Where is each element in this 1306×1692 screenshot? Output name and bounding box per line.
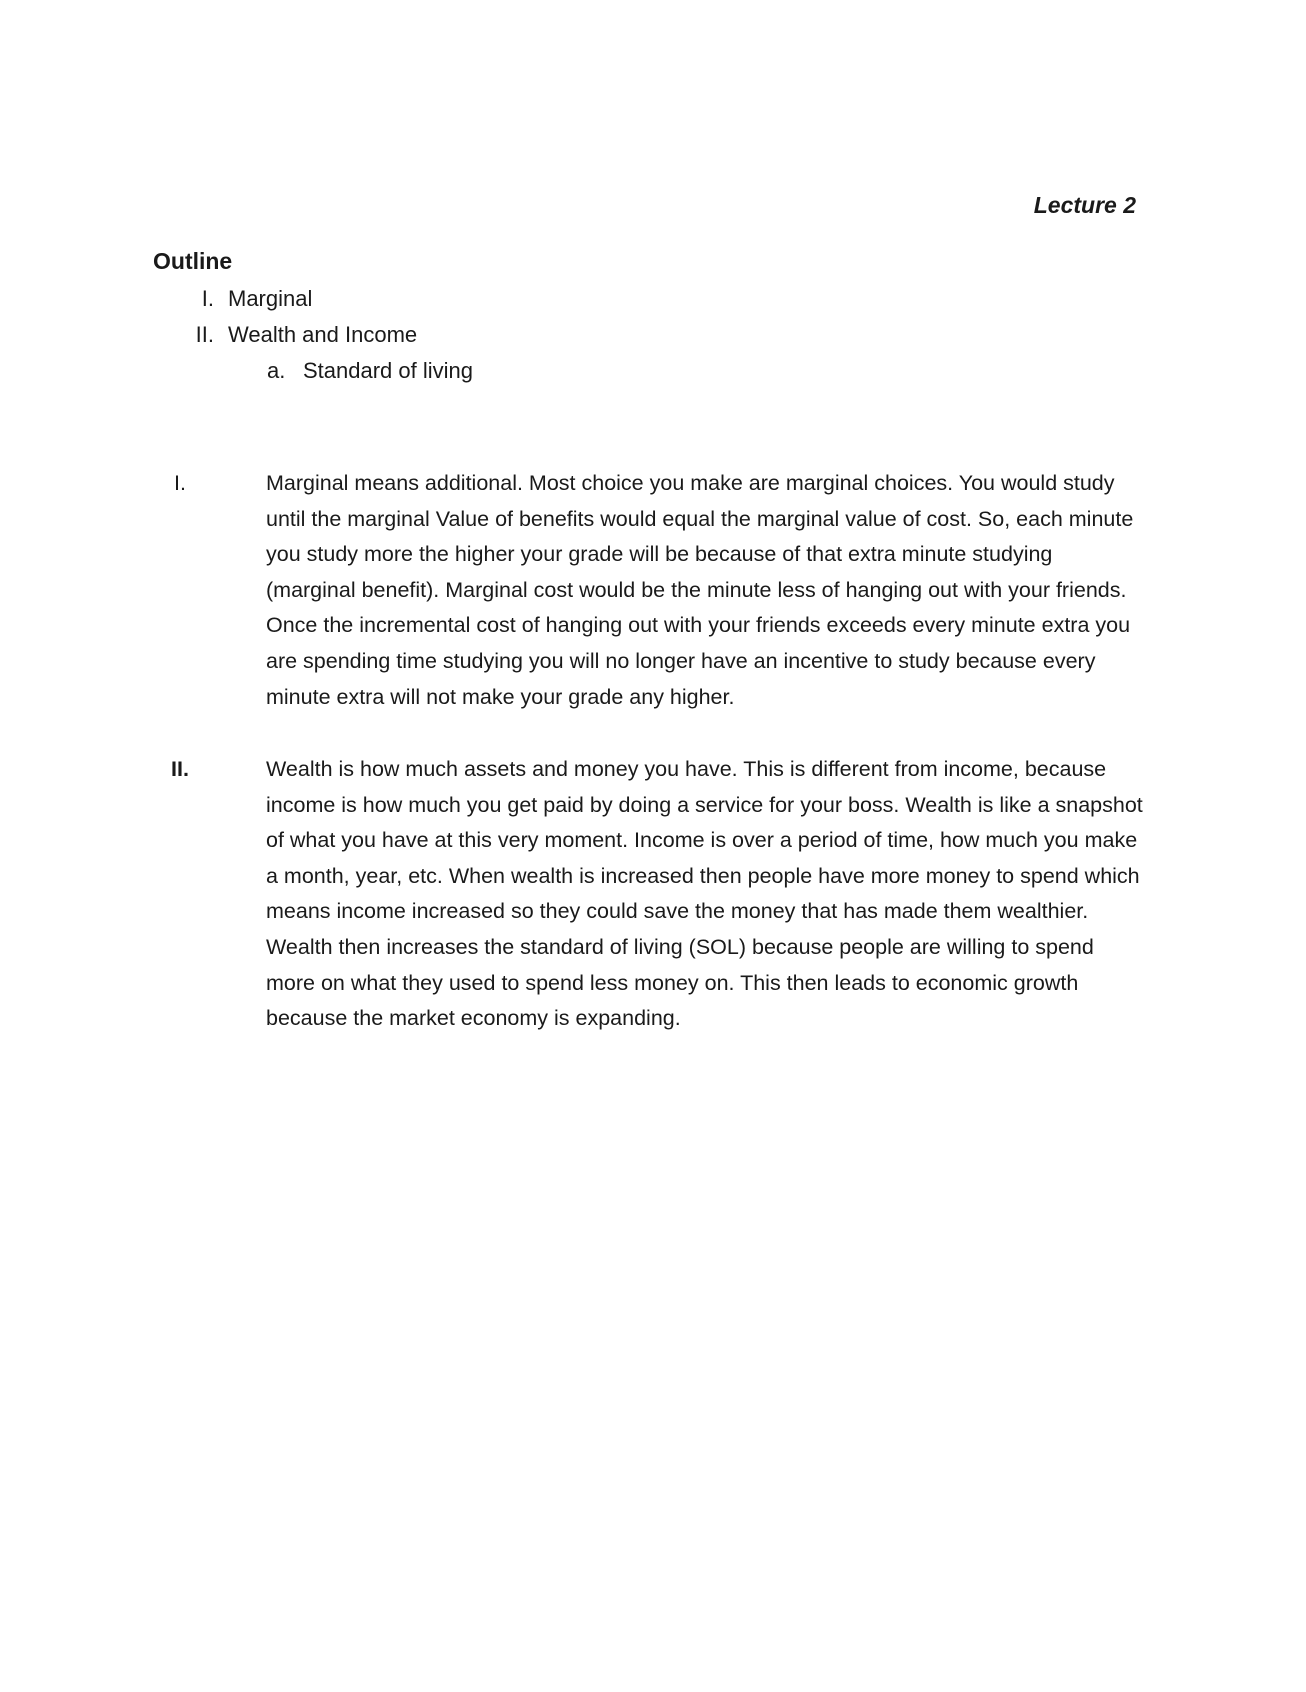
section-number: I. [174,471,186,495]
section-paragraph: Wealth is how much assets and money you have. This is different from income, because income is how much you get paid by doing a service for your boss. Wealth is like a snapshot of what you have at this very moment. Income is over a period of time, how much you make a month, year, etc. When wealth is increased then people have more money to spend which means income increased so they could save the money that has made them wealthier. Wealth then increases the standard of living (SOL) because people are willing to spend more on what they used to spend less money on. This then leads to economic growth because the market economy is expanding. [266,757,1143,1031]
outline-title: Outline [153,248,233,274]
outline-item-number: I. [201,286,214,311]
outline-item-number: II. [195,322,214,347]
outline-subitem-standard-of-living [267,358,473,384]
section-marginal [160,466,1160,715]
outline-item-wealth-and-income [190,322,417,348]
outline-item-label: Wealth and Income [228,322,418,347]
outline-subitem-label: Standard of living [303,358,473,383]
section-paragraph: Marginal means additional. Most choice you make are marginal choices. You would study until the marginal Value of benefits would equal the marginal value of cost. So, each minute you study more the higher your grade will be because of that extra minute studying (marginal benefit). Marginal cost would be the minute less of hanging out with your friends. Once the incremental cost of hanging out with your friends exceeds every minute extra you are spending time studying you will no longer have an incentive to study because every minute extra will not make your grade any higher. [266,471,1134,709]
outline-item-label: Marginal [228,286,313,311]
outline-subitem-number: a. [267,358,286,383]
outline-item-marginal [190,286,312,312]
lecture-label: Lecture 2 [1033,192,1136,218]
section-wealth-and-income [160,752,1160,1037]
section-number: II. [171,757,189,781]
